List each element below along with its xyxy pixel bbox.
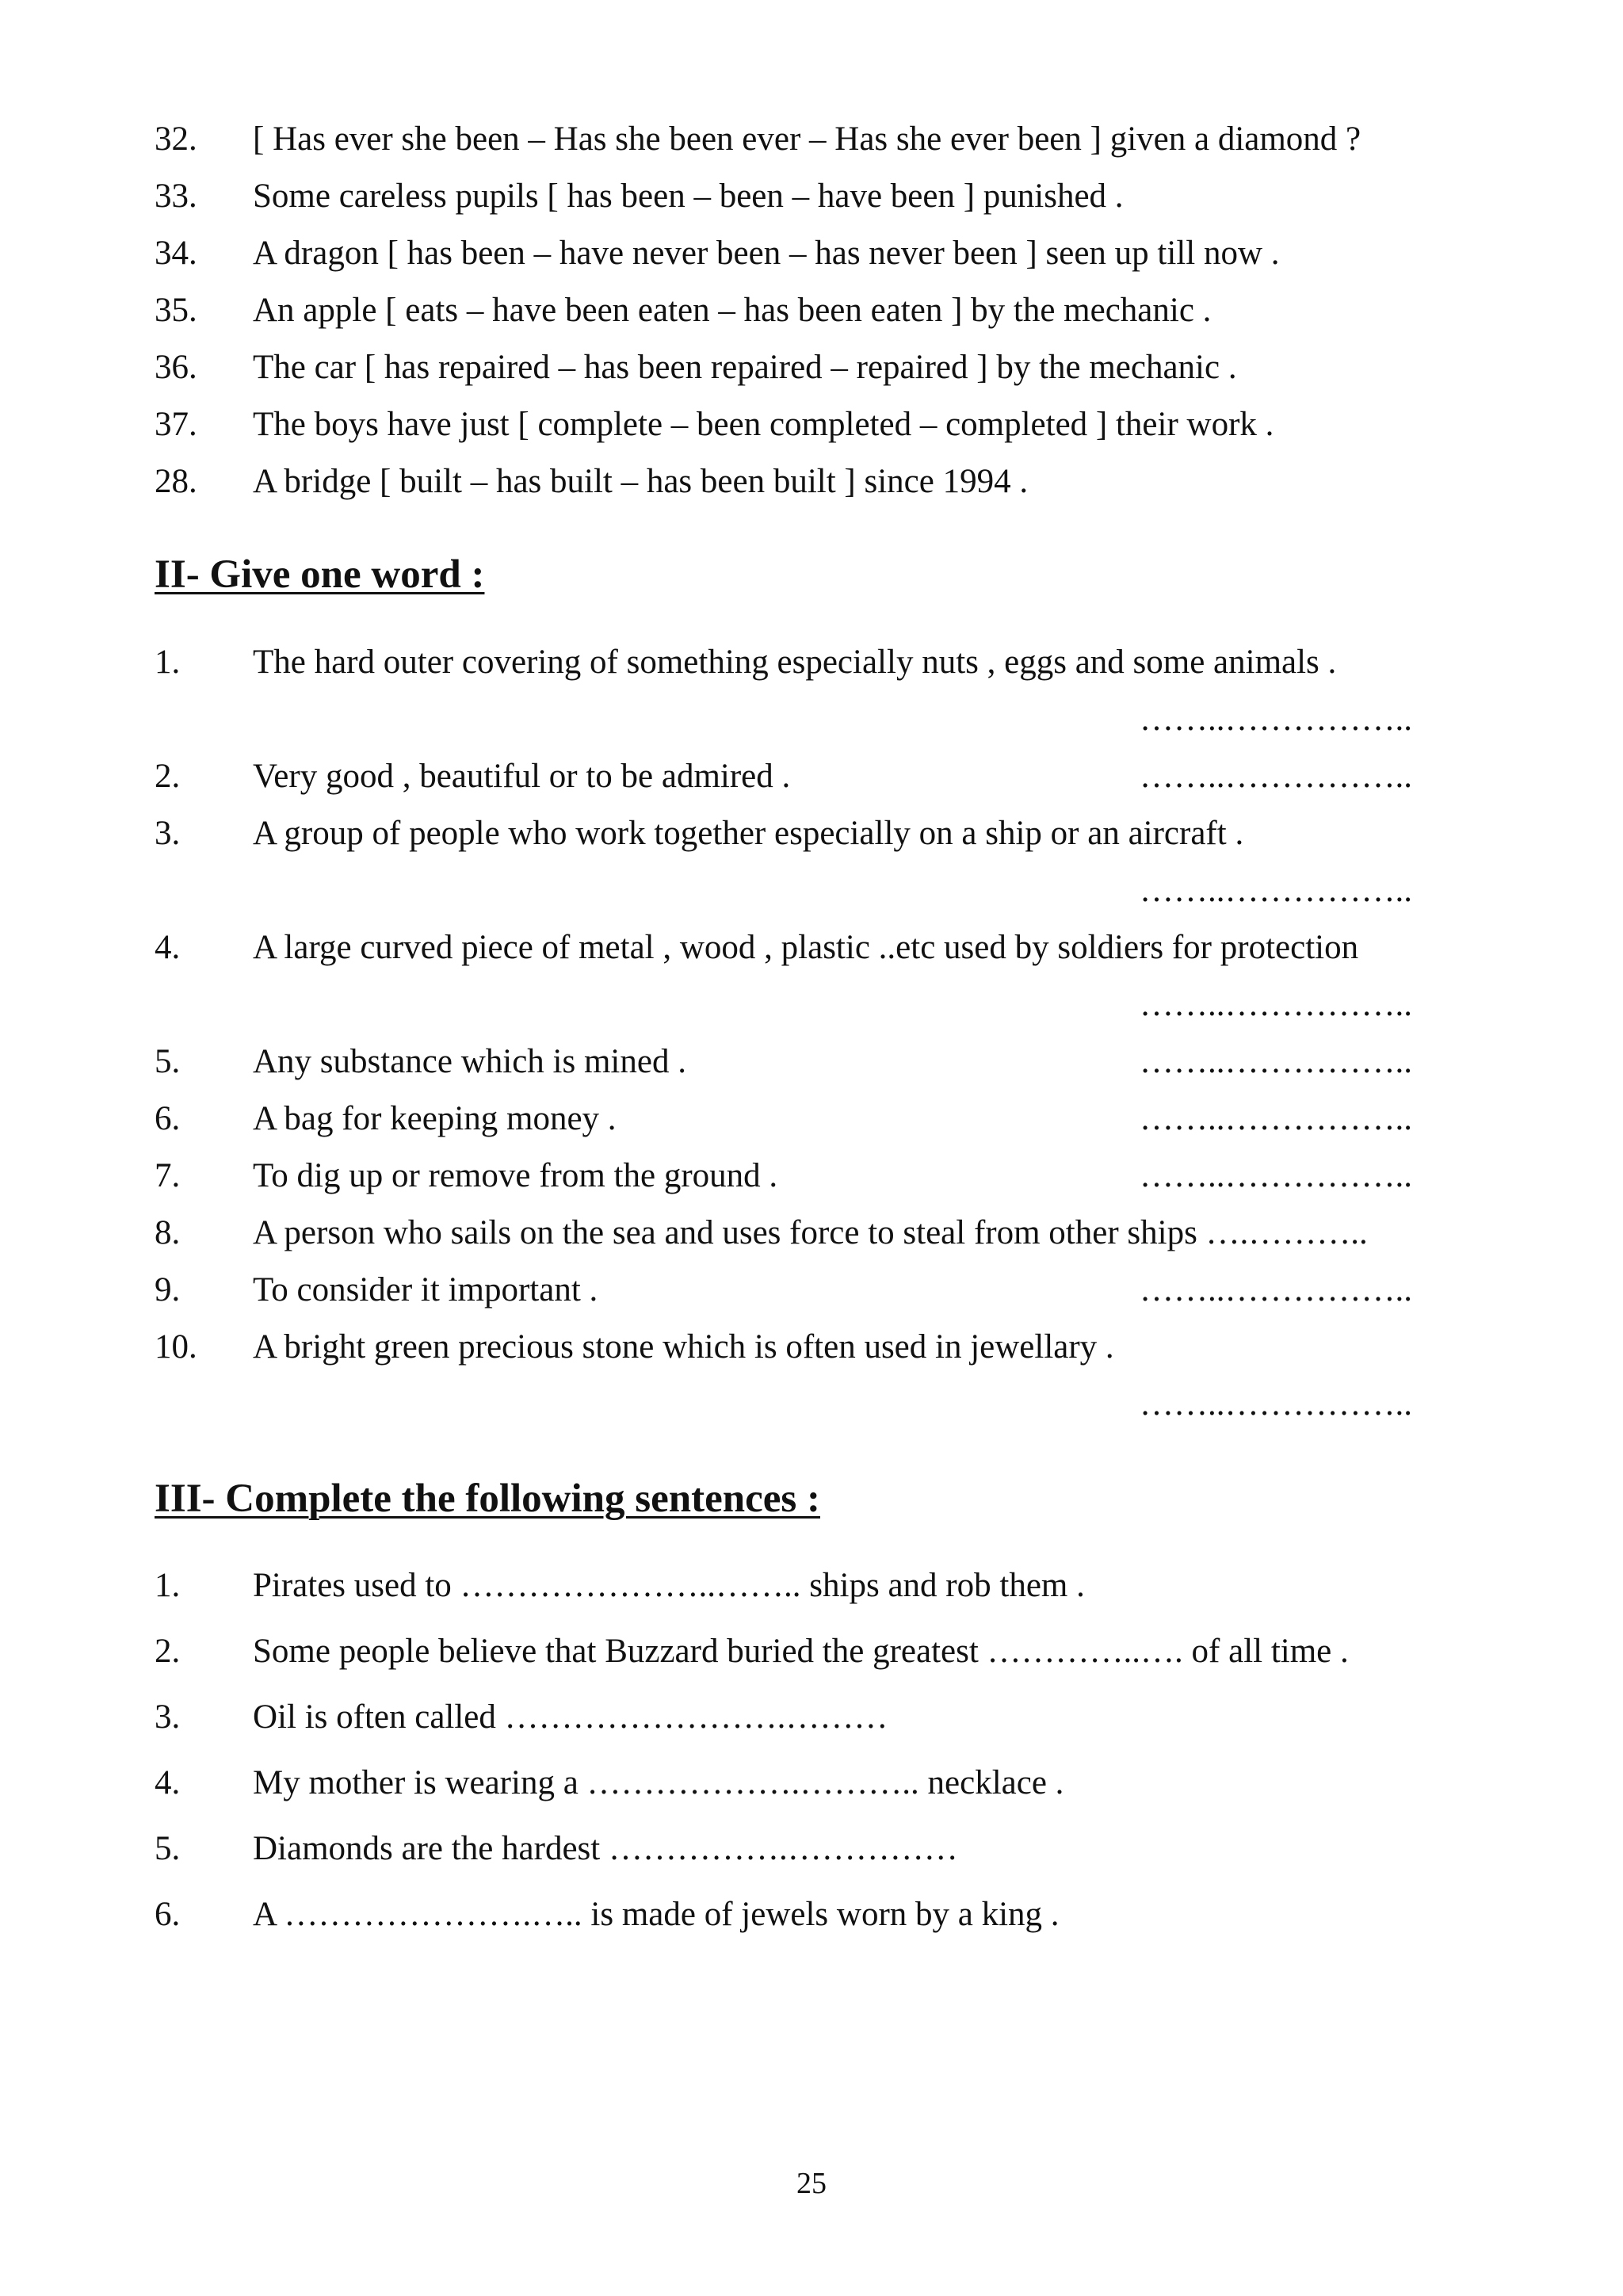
item-number: 4. bbox=[155, 1764, 181, 1801]
page-number: 25 bbox=[796, 2167, 827, 2200]
item-text: To dig up or remove from the ground . bbox=[253, 1157, 778, 1194]
question-text: An apple [ eats – have been eaten – has been eaten ] by the mechanic . bbox=[253, 292, 1212, 329]
item-text: A group of people who work together especially on a ship or an aircraft . bbox=[253, 815, 1244, 852]
item-text: Some people believe that Buzzard buried the greatest …………..…. of all time . bbox=[253, 1633, 1349, 1670]
item-text: The hard outer covering of something especially nuts , eggs and some animals . bbox=[253, 644, 1337, 681]
answer-blank: ……..…………….. bbox=[1140, 872, 1412, 909]
answer-blank: ……..…………….. bbox=[1140, 701, 1412, 738]
answer-blank: ……..…………….. bbox=[1140, 1385, 1412, 1423]
item-number: 3. bbox=[155, 1698, 181, 1736]
question-text: Some careless pupils [ has been – been – have been ] punished . bbox=[253, 178, 1124, 215]
item-text: Diamonds are the hardest …………….…………… bbox=[253, 1830, 958, 1867]
answer-blank: ……..…………….. bbox=[1140, 758, 1412, 795]
item-text: A bright green precious stone which is often used in jewellary . bbox=[253, 1328, 1114, 1366]
item-text: My mother is wearing a ……………….……….. necklace . bbox=[253, 1764, 1064, 1801]
item-text: A ………………….….. is made of jewels worn by a king . bbox=[253, 1896, 1060, 1933]
item-number: 2. bbox=[155, 1633, 181, 1670]
item-number: 8. bbox=[155, 1214, 181, 1251]
item-number: 4. bbox=[155, 929, 181, 966]
item-text: Any substance which is mined . bbox=[253, 1043, 686, 1080]
item-number: 6. bbox=[155, 1100, 181, 1137]
item-number: 3. bbox=[155, 815, 181, 852]
item-text: A person who sails on the sea and uses force to steal from other ships ….……….. bbox=[253, 1214, 1368, 1251]
item-text: A bag for keeping money . bbox=[253, 1100, 617, 1137]
question-text: A bridge [ built – has built – has been built ] since 1994 . bbox=[253, 463, 1029, 500]
item-text: Very good , beautiful or to be admired . bbox=[253, 758, 791, 795]
question-number: 37. bbox=[155, 406, 197, 443]
question-number: 28. bbox=[155, 463, 197, 500]
answer-blank: ……..…………….. bbox=[1140, 986, 1412, 1023]
item-number: 9. bbox=[155, 1271, 181, 1308]
item-number: 7. bbox=[155, 1157, 181, 1194]
section-two-heading: II- Give one word : bbox=[155, 552, 485, 597]
item-number: 6. bbox=[155, 1896, 181, 1933]
item-number: 1. bbox=[155, 644, 181, 681]
answer-blank: ……..…………….. bbox=[1140, 1157, 1412, 1194]
question-text: [ Has ever she been – Has she been ever – Has she ever been ] given a diamond ? bbox=[253, 120, 1361, 158]
question-number: 33. bbox=[155, 178, 197, 215]
item-number: 10. bbox=[155, 1328, 197, 1366]
question-number: 36. bbox=[155, 349, 197, 386]
item-number: 5. bbox=[155, 1830, 181, 1867]
item-number: 5. bbox=[155, 1043, 181, 1080]
section-three-heading: III- Complete the following sentences : bbox=[155, 1477, 820, 1521]
item-text: A large curved piece of metal , wood , plastic ..etc used by soldiers for protection bbox=[253, 929, 1359, 966]
question-text: A dragon [ has been – have never been – has never been ] seen up till now . bbox=[253, 235, 1280, 272]
item-number: 2. bbox=[155, 758, 181, 795]
question-number: 35. bbox=[155, 292, 197, 329]
item-number: 1. bbox=[155, 1567, 181, 1604]
answer-blank: ……..…………….. bbox=[1140, 1100, 1412, 1137]
question-number: 34. bbox=[155, 235, 197, 272]
item-text: Pirates used to …………………..…….. ships and rob them . bbox=[253, 1567, 1085, 1604]
question-text: The boys have just [ complete – been completed – completed ] their work . bbox=[253, 406, 1274, 443]
question-text: The car [ has repaired – has been repaired – repaired ] by the mechanic . bbox=[253, 349, 1237, 386]
answer-blank: ……..…………….. bbox=[1140, 1271, 1412, 1308]
question-number: 32. bbox=[155, 120, 197, 158]
answer-blank: ……..…………….. bbox=[1140, 1043, 1412, 1080]
item-text: To consider it important . bbox=[253, 1271, 598, 1308]
item-text: Oil is often called …………………….……… bbox=[253, 1698, 888, 1736]
